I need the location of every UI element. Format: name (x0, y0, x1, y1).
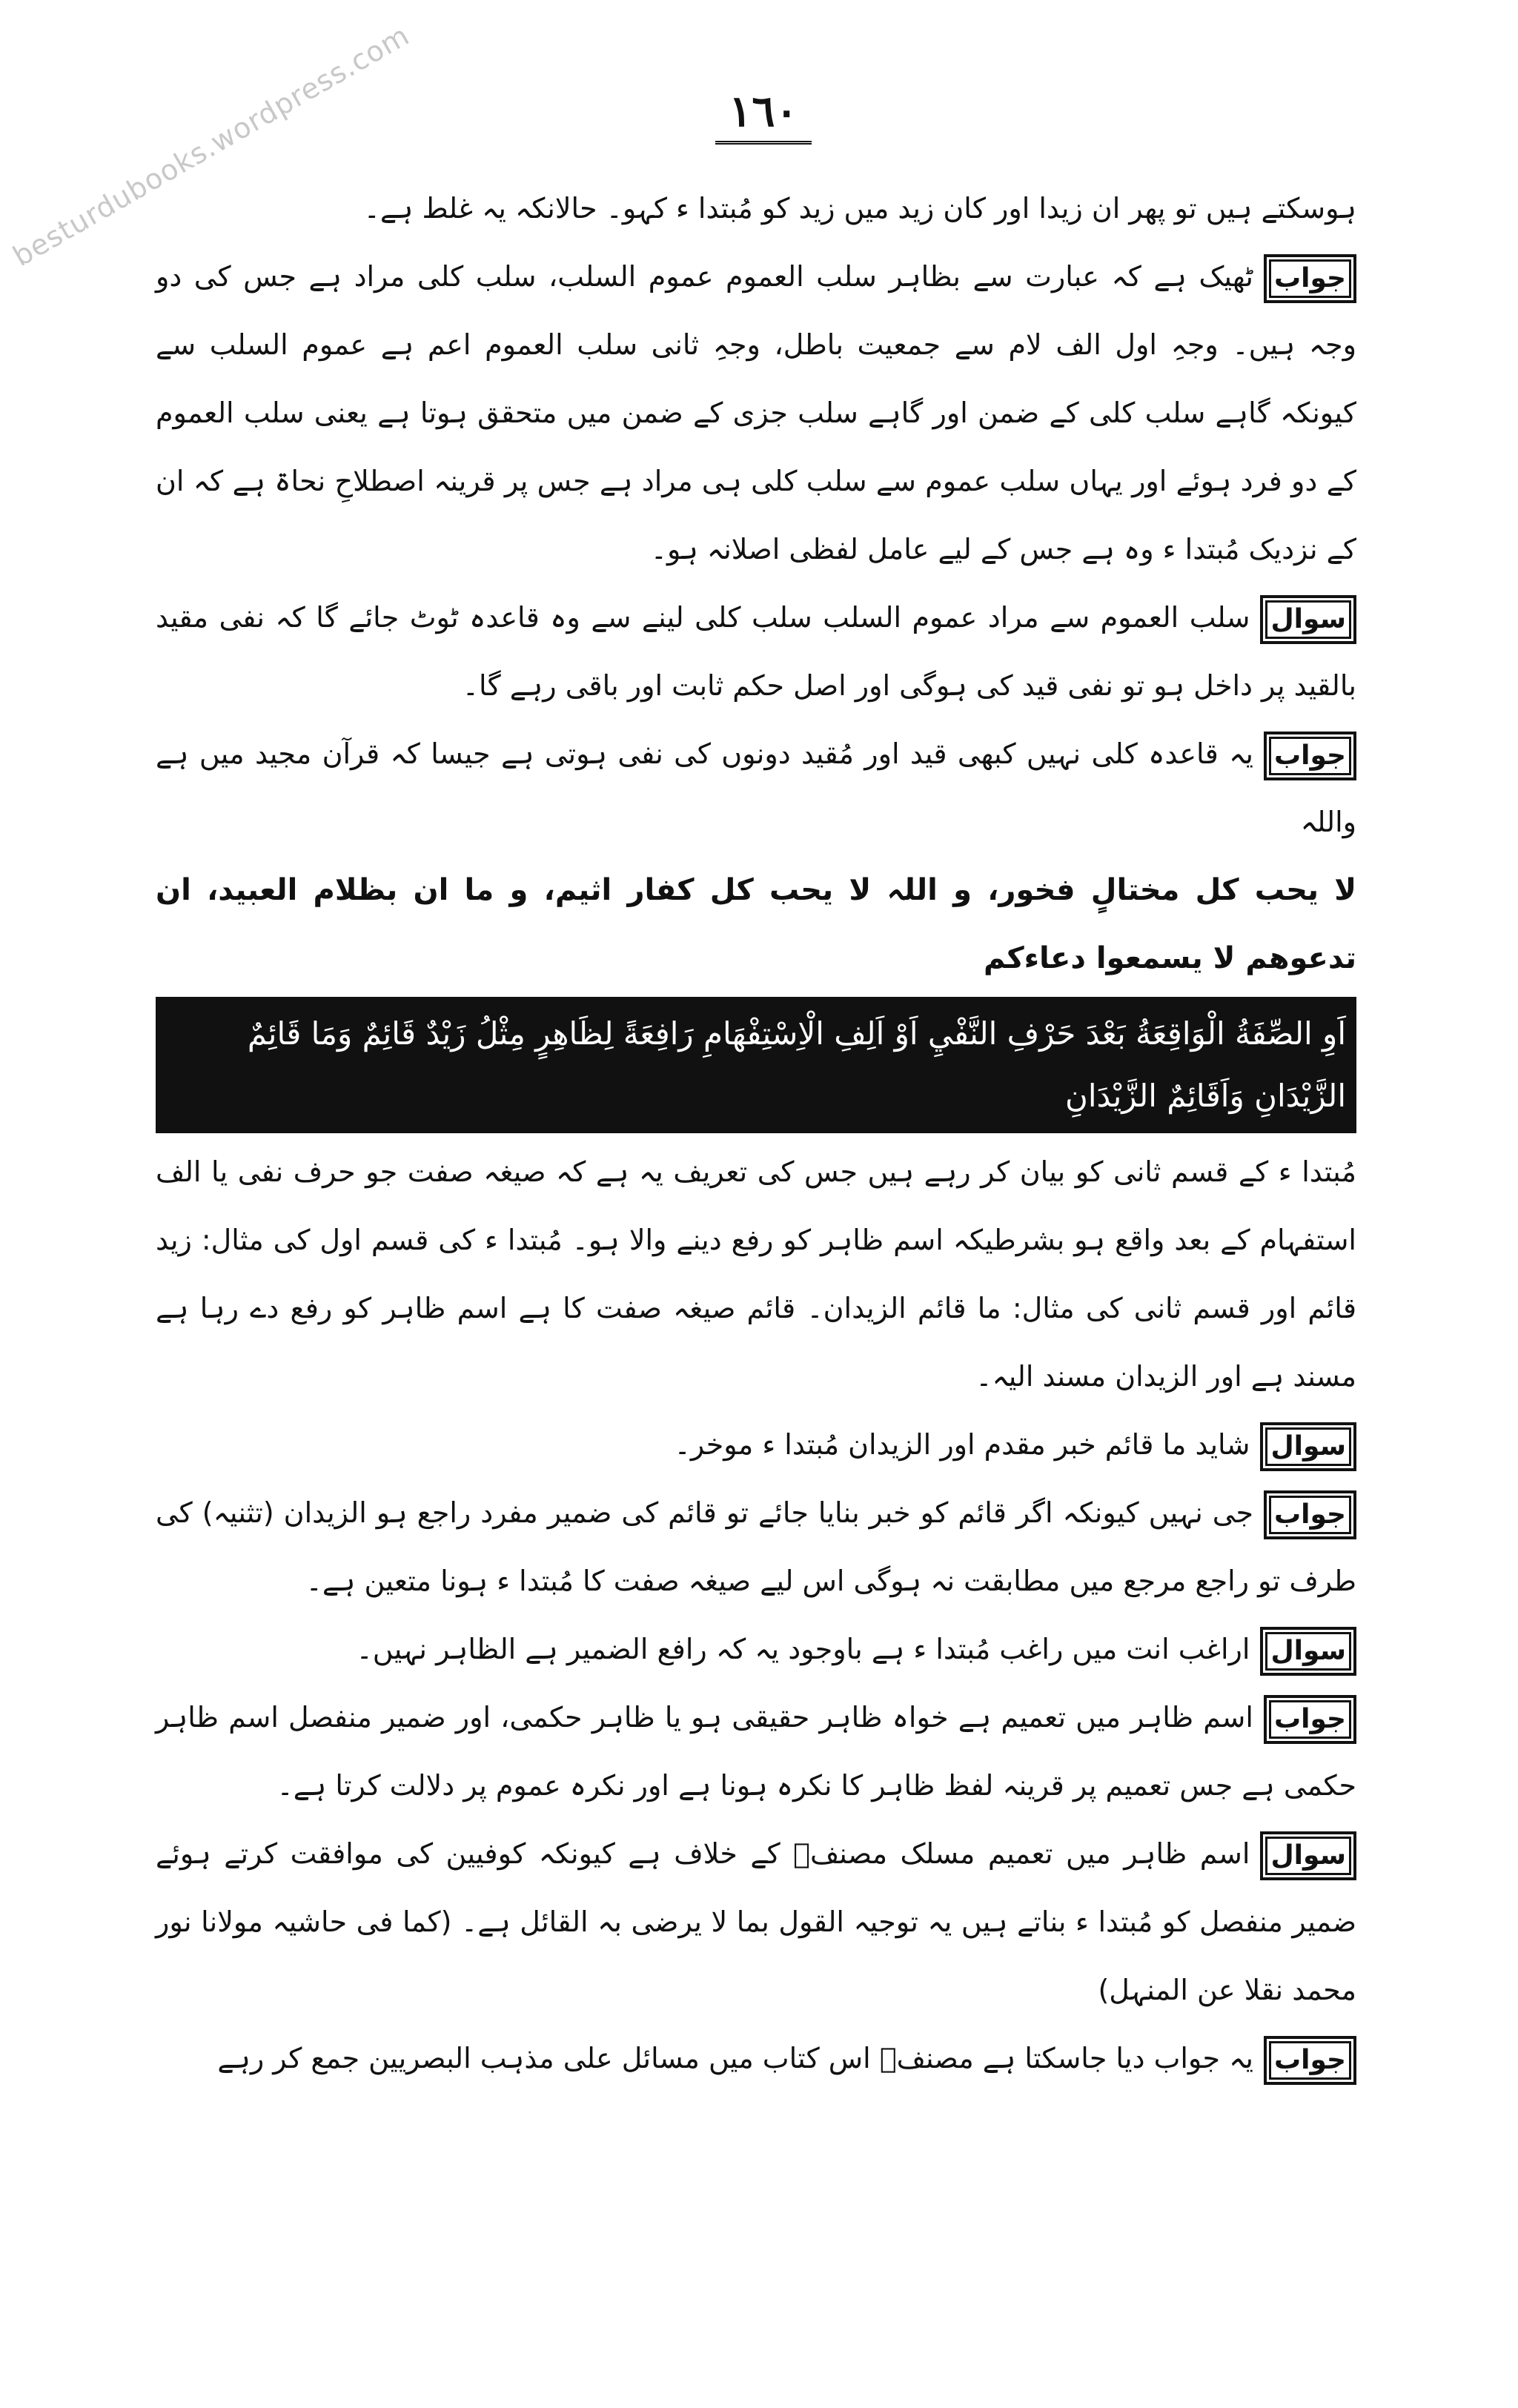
matn-block (156, 997, 1356, 1133)
answer-paragraph (156, 242, 1356, 583)
answer-paragraph (156, 2024, 1356, 2092)
answer-label: جواب (1264, 1490, 1356, 1539)
matn-text: اَوِ الصِّفَةُ الْوَاقِعَةُ بَعْدَ حَرْفِ النَّفْيِ اَوْ اَلِفِ الْاِسْتِفْهَامِ رَافِعَةً لِظَاهِرٍ مِثْلُ زَيْدٌ قَائِمٌ وَمَا قَائِمٌ الزَّيْدَانِ وَاَقَائِمٌ الزَّيْدَانِ (156, 997, 1356, 1133)
watermark: besturdubooks.wordpress.com (7, 19, 415, 273)
answer-paragraph (156, 1683, 1356, 1820)
answer-text: یہ قاعدہ کلی نہیں کبھی قید اور مُقید دونوں کی نفی ہوتی ہے جیسا کہ قرآن مجید میں ہے واللہ (156, 737, 1356, 838)
question-label: سوال (1260, 595, 1356, 644)
question-paragraph (156, 583, 1356, 720)
question-label: سوال (1260, 1627, 1356, 1676)
page-body (156, 174, 1356, 2092)
page-number: ١٦٠ (715, 82, 812, 145)
question-text: سلب العموم سے مراد عموم السلب سلب کلی لینے سے وہ قاعدہ ٹوٹ جائے گا کہ نفی مقید بالقید پر داخل ہو تو نفی قید کی ہوگی اور اصل حکم ثابت اور باقی رہے گا۔ (156, 601, 1356, 702)
question-label: سوال (1260, 1422, 1356, 1471)
text-paragraph: ہوسکتے ہیں تو پھر ان زیدا اور کان زید میں زید کو مُبتدا ء کہو۔ حالانکہ یہ غلط ہے۔ (363, 192, 1356, 225)
question-text: اراغب انت میں راغب مُبتدا ء ہے باوجود یہ کہ رافع الضمیر ہے الظاہر نہیں۔ (356, 1633, 1250, 1665)
answer-text: جی نہیں کیونکہ اگر قائم کو خبر بنایا جائے تو قائم کی ضمیر مفرد راجع ہو الزیدان (تثنیہ) کی طرف تو راجع مرجع میں مطابقت نہ ہوگی اس لیے صیغہ صفت کا مُبتدا ء ہونا متعین ہے۔ (156, 1496, 1356, 1597)
answer-paragraph (156, 720, 1356, 856)
question-paragraph (156, 1615, 1356, 1683)
text-paragraph: مُبتدا ء کے قسم ثانی کو بیان کر رہے ہیں جس کی تعریف یہ ہے کہ صیغہ صفت جو حرف نفی یا الف استفہام کے بعد واقع ہو بشرطیکہ اسم ظاہر کو رفع دینے والا ہو۔ مُبتدا ء کی قسم اول کی مثال: زید قائم اور قسم ثانی کی مثال: ما قائم الزیدان۔ قائم صیغہ صفت کا ہے اسم ظاہر کو رفع دے رہا ہے مسند ہے اور الزیدان مسند الیہ۔ (156, 1155, 1356, 1393)
question-paragraph (156, 1410, 1356, 1479)
question-label: سوال (1260, 1831, 1356, 1880)
answer-label: جواب (1264, 2036, 1356, 2085)
answer-label: جواب (1264, 732, 1356, 780)
quran-quote: لا یحب کل مختالٍ فخور، و اللہ لا یحب کل کفار اثیم، و ما ان بظلام العبید، ان تدعوھم لا یسمعوا دعاءکم (156, 873, 1356, 975)
answer-label: جواب (1264, 1695, 1356, 1744)
answer-text: ٹھیک ہے کہ عبارت سے بظاہر سلب العموم عموم السلب، سلب کلی مراد ہے جس کی دو وجہ ہیں۔ وجہِ اول الف لام سے جمعیت باطل، وجہِ ثانی سلب العموم اعم ہے عموم السلب سے کیونکہ گاہے سلب کلی کے ضمن اور گاہے سلب جزی کے ضمن میں متحقق ہوتا ہے یعنی سلب العموم کے دو فرد ہوئے اور یہاں سلب عموم سے سلب کلی ہی مراد ہے جس پر قرینہ اصطلاحِ نحاۃ ہے کہ ان کے نزدیک مُبتدا ء وہ ہے جس کے لیے عامل لفظی اصلانہ ہو۔ (156, 260, 1356, 565)
answer-text: اسم ظاہر میں تعمیم ہے خواہ ظاہر حقیقی ہو یا ظاہر حکمی، اور ضمیر منفصل اسم ظاہر حکمی ہے جس تعمیم پر قرینہ لفظ ظاہر کا نکرہ ہونا ہے اور نکرہ عموم پر دلالت کرتا ہے۔ (156, 1701, 1356, 1802)
question-paragraph (156, 1820, 1356, 2024)
answer-label: جواب (1264, 254, 1356, 303)
answer-paragraph (156, 1479, 1356, 1615)
question-text: شاید ما قائم خبر مقدم اور الزیدان مُبتدا ء موخر۔ (674, 1428, 1250, 1461)
answer-text: یہ جواب دیا جاسکتا ہے مصنفؒ اس کتاب میں مسائل علی مذہب البصریین جمع کر رہے (217, 2042, 1253, 2074)
question-text: اسم ظاہر میں تعمیم مسلک مصنفؒ کے خلاف ہے کیونکہ کوفیین کی موافقت کرتے ہوئے ضمیر منفصل کو مُبتدا ء بناتے ہیں یہ توجیہ القول بما لا یرضی بہ القائل ہے۔ (کما فی حاشیہ مولانا نور محمد نقلا عن المنہل) (156, 1837, 1356, 2006)
